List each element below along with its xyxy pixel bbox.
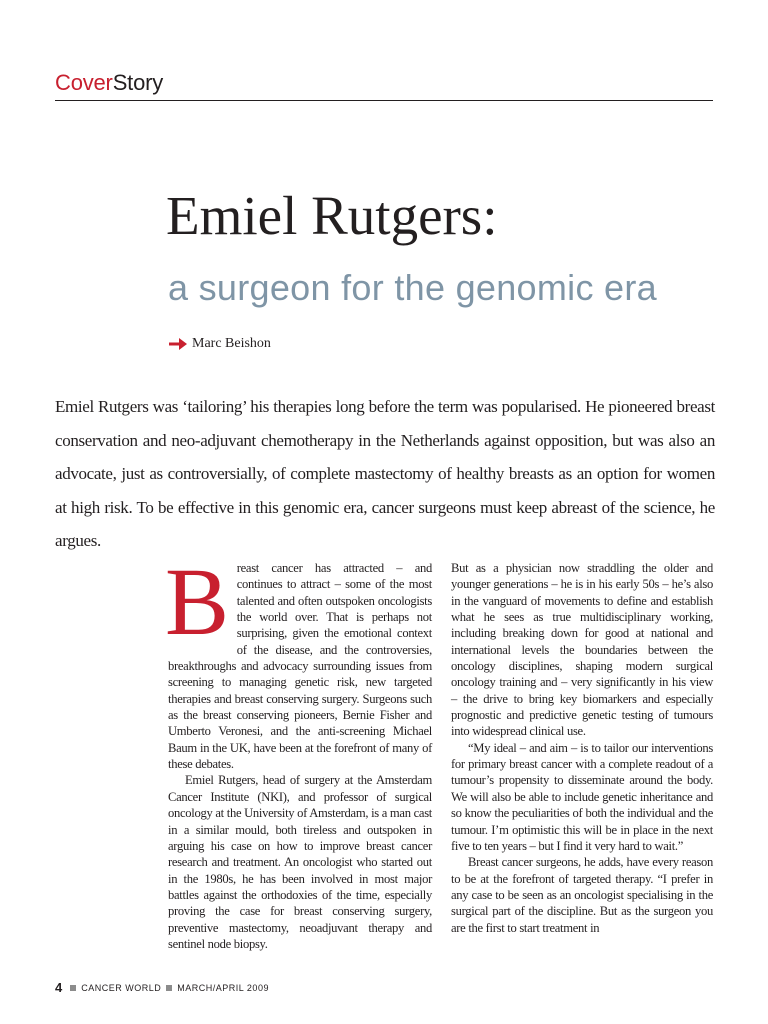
article-title: Emiel Rutgers: bbox=[166, 185, 498, 246]
publication-name: CANCER WORLD bbox=[81, 982, 162, 993]
page-number: 4 bbox=[55, 980, 63, 995]
issue-date: MARCH/APRIL 2009 bbox=[177, 982, 269, 993]
section-label-cover: Cover bbox=[55, 70, 113, 95]
body-paragraph: Emiel Rutgers, head of surgery at the Amsterdam Cancer Institute (NKI), and professor of surgical oncology at the University of Amsterdam, is a man cast in a similar mould, both tireless and outspoken in arguing his case on how to improve breast cancer research and treatment. An oncologist who started out in the 1980s, he has been involved in most major battles against the orthodoxies of the time, especially proving the case for breast conserving surgery, preventive mastectomy, neoadjuvant therapy and sentinel node biopsy. bbox=[168, 773, 432, 951]
body-paragraph: “My ideal – and aim – is to tailor our interventions for primary breast cancer with a complete readout of a tumour’s propensity to disseminate around the body. We will also be able to include genetic inheritance and so know the peculiarities of both the individual and the tumour. I’m optimistic this will be in place in the next five to ten years – but I find it very hard to wait.” bbox=[451, 740, 713, 853]
article-intro: Emiel Rutgers was ‘tailoring’ his therapies long before the term was popularised. He pioneered breast conservation and neo-adjuvant chemotherapy in the Netherlands against opposition, but was also an advocate, just as controversially, of complete mastectomy of healthy breasts as an option for women at high risk. To be effective in this genomic era, cancer surgeons must keep abreast of the science, he argues. bbox=[55, 397, 715, 550]
section-label-story: Story bbox=[112, 70, 164, 95]
author-name: Marc Beishon bbox=[192, 336, 271, 351]
body-paragraph bbox=[165, 548, 432, 772]
page-footer bbox=[55, 980, 269, 995]
body-column-left bbox=[165, 548, 432, 952]
section-label bbox=[55, 70, 163, 96]
square-bullet-icon bbox=[166, 985, 172, 991]
byline bbox=[168, 334, 271, 354]
square-bullet-icon bbox=[70, 985, 76, 991]
header-rule bbox=[55, 100, 713, 101]
body-paragraph: Breast cancer surgeons, he adds, have every reason to be at the forefront of targeted therapy. “I prefer in any case to be seen as an oncologist specialising in the surgical part of the discipline. But as the surgeon you are the first to start treatment in bbox=[451, 855, 713, 935]
arrow-right-icon bbox=[168, 336, 188, 352]
body-paragraph-text: reast cancer has attracted – and continues to attract – some of the most talented and often outspoken oncologists the world over. That is perhaps not surprising, given the emotional context of the disease, and the controversies, breakthroughs and advocacy surrounding issues from screening to managing genetic risk, new targeted therapies and breast conserving surgery. Surgeons such as the breast conserving pioneers, Bernie Fisher and Umberto Veronesi, and the anti-screening Michael Baum in the UK, have been at the forefront of many of these debates. bbox=[168, 561, 432, 772]
body-paragraph: But as a physician now straddling the older and younger generations – he is in his early 50s – he’s also in the vanguard of movements to define and establish what he sees as true multidisciplinary working, including breaking down for good at national and international levels the boundaries between the oncology disciplines, shaping modern surgical oncology training and – very significantly in his view – the drive to bring key biomarkers and especially prognostic and predictive genetic testing of tumours into widespread clinical use. bbox=[451, 561, 713, 739]
article-subtitle: a surgeon for the genomic era bbox=[168, 267, 657, 308]
drop-cap: B bbox=[165, 548, 229, 655]
body-column-right bbox=[451, 560, 713, 936]
